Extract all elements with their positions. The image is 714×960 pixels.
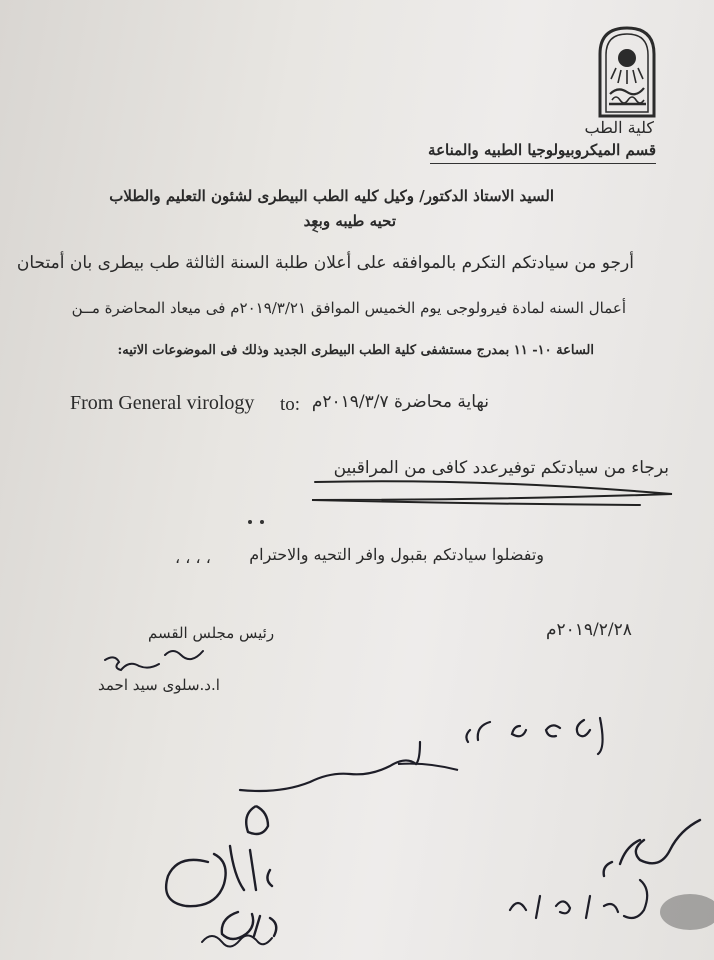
bottom-right-signature <box>604 820 700 876</box>
signature-name: ا.د.سلوى سيد احمد <box>98 676 220 694</box>
closing-line: وتفضلوا سيادتكم بقبول وافر التحيه والاحترام <box>249 545 544 564</box>
dean-signature-date <box>202 935 272 946</box>
body-line-2: أعمال السنه لمادة فيرولوجى يوم الخميس الموافق ٢٠١٩/٣/٢١م فى ميعاد المحاضرة مــن <box>71 299 626 317</box>
header-underline <box>430 163 656 164</box>
dot-mark <box>260 520 264 524</box>
head-signature <box>105 651 203 670</box>
director-signature-tail <box>398 764 458 770</box>
topics-to-label: to: <box>280 394 301 415</box>
director-signature <box>240 718 603 791</box>
faculty-name: كلية الطب <box>584 118 654 137</box>
department-name: قسم الميكروبيولوجيا الطبيه والمناعة <box>428 141 656 159</box>
bottom-right-date <box>510 880 647 918</box>
signature-title: رئيس مجلس القسم <box>148 624 275 642</box>
request-line: برجاء من سيادتكم توفيرعدد كافى من المراقبين <box>333 458 669 478</box>
topics-to-value: نهاية محاضرة ٢٠١٩/٣/٧م <box>311 392 489 412</box>
dot-mark <box>248 520 252 524</box>
director-signature-hook <box>246 806 268 834</box>
addressee: السيد الاستاذ الدكتور/ وكيل كليه الطب البيطرى لشئون التعليم والطلاب <box>109 187 554 205</box>
body-line-1: أرجو من سيادتكم التكرم بالموافقه على أعلان طلبة السنة الثالثة طب بيطرى بان أمتحان <box>16 253 634 273</box>
request-underline <box>312 481 672 505</box>
topics-from: From General virology <box>70 392 255 414</box>
university-logo <box>596 24 658 120</box>
ink-smudge <box>660 894 714 930</box>
dean-signature <box>166 846 276 939</box>
closing-commas: ، ، ، ، <box>175 548 211 567</box>
body-line-3: الساعة ١٠- ١١ بمدرج مستشفى كلية الطب البيطرى الجديد وذلك فى الموضوعات الاتيه: <box>117 343 594 358</box>
signature-date: ٢٠١٩/٢/٢٨م <box>546 620 632 640</box>
greeting: تحيه طيبه وبعد <box>303 212 396 230</box>
